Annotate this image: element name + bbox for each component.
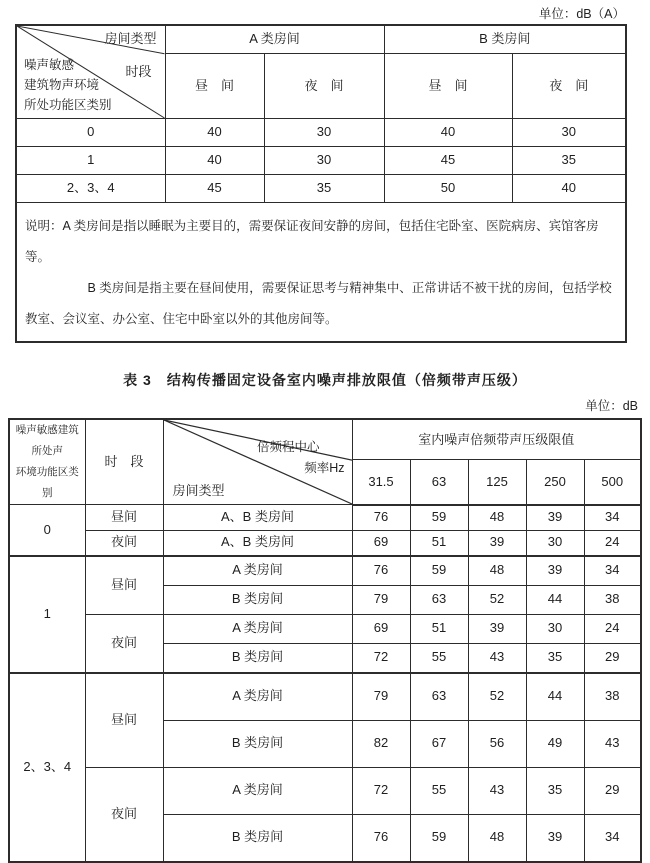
- value-cell: 63: [410, 673, 468, 721]
- value-cell: 48: [468, 814, 526, 862]
- corner-period-label: 时段: [125, 64, 152, 79]
- value-cell: 30: [264, 147, 384, 175]
- room-cell: B 类房间: [163, 814, 352, 862]
- value-cell: 38: [584, 673, 641, 721]
- group-header-room-a: A 类房间: [165, 25, 384, 54]
- value-cell: 48: [468, 505, 526, 531]
- value-cell: 48: [468, 556, 526, 586]
- value-cell: 76: [352, 505, 410, 531]
- span-header-spl-limits: 室内噪声倍频带声压级限值: [352, 419, 641, 460]
- period-cell: 昼间: [85, 556, 163, 615]
- freq-header: 63: [410, 460, 468, 505]
- room-cell: A 类房间: [163, 556, 352, 586]
- corner-category-line: 建筑物声环境: [24, 78, 100, 92]
- value-cell: 55: [410, 643, 468, 673]
- value-cell: 34: [584, 814, 641, 862]
- category-header-line: 环境功能区类别: [15, 466, 79, 499]
- table-row: [9, 673, 641, 721]
- value-cell: 63: [410, 585, 468, 614]
- category-cell: 2、3、4: [16, 175, 165, 203]
- value-cell: 44: [526, 673, 584, 721]
- note-paragraph-b: B 类房间是指主要在昼间使用，需要保证思考与精神集中、正常讲话不被干扰的房间，包括学校教室、会议室、办公室、住宅中卧室以外的其他房间等。: [25, 281, 612, 326]
- room-cell: A、B 类房间: [163, 505, 352, 531]
- corner-category-line: 噪声敏感: [24, 58, 75, 72]
- value-cell: 67: [410, 720, 468, 767]
- value-cell: 59: [410, 814, 468, 862]
- note-row: [16, 203, 626, 343]
- room-cell: A 类房间: [163, 767, 352, 814]
- corner-category-line: 所处功能区类别: [24, 98, 112, 112]
- unit-label-dba: 单位：dB（A）: [538, 7, 625, 21]
- value-cell: 50: [384, 175, 512, 203]
- period-cell: 昼间: [85, 505, 163, 531]
- value-cell: 40: [512, 175, 626, 203]
- category-cell: 1: [16, 147, 165, 175]
- corner-room-type-label: 房间类型: [172, 482, 225, 498]
- subheader-day: 昼 间: [165, 54, 264, 119]
- note-cell: [16, 203, 626, 343]
- table1-corner-header: [16, 25, 165, 119]
- value-cell: 69: [352, 614, 410, 643]
- value-cell: 24: [584, 530, 641, 556]
- value-cell: 34: [584, 556, 641, 586]
- value-cell: 39: [526, 505, 584, 531]
- value-cell: 30: [526, 530, 584, 556]
- room-cell: B 类房间: [163, 585, 352, 614]
- category-cell: 2、3、4: [9, 673, 85, 862]
- value-cell: 59: [410, 505, 468, 531]
- note-paragraph-a: 说明：A 类房间是指以睡眠为主要目的，需要保证夜间安静的房间，包括住宅卧室、医院病房、宾馆客房等。: [25, 219, 599, 264]
- corner-frequency-label: 频率Hz: [304, 461, 345, 475]
- value-cell: 39: [468, 530, 526, 556]
- corner-band-center-label: 倍频程中心: [256, 440, 320, 454]
- value-cell: 40: [165, 147, 264, 175]
- table-octave-band-noise-limits: [8, 418, 642, 863]
- room-cell: A 类房间: [163, 673, 352, 721]
- value-cell: 49: [526, 720, 584, 767]
- period-cell: 夜间: [85, 767, 163, 862]
- value-cell: 45: [384, 147, 512, 175]
- value-cell: 43: [468, 643, 526, 673]
- corner-category-label: [24, 55, 112, 115]
- group-header-room-b: B 类房间: [384, 25, 626, 54]
- value-cell: 72: [352, 643, 410, 673]
- table3-title: 表 3 结构传播固定设备室内噪声排放限值（倍频带声压级）: [123, 372, 527, 388]
- table-row: [9, 614, 641, 643]
- table-row: [16, 119, 626, 147]
- value-cell: 51: [410, 614, 468, 643]
- value-cell: 76: [352, 556, 410, 586]
- value-cell: 59: [410, 556, 468, 586]
- value-cell: 38: [584, 585, 641, 614]
- value-cell: 35: [512, 147, 626, 175]
- freq-header: 250: [526, 460, 584, 505]
- value-cell: 45: [165, 175, 264, 203]
- freq-header: 125: [468, 460, 526, 505]
- table-row: [9, 556, 641, 586]
- period-cell: 昼间: [85, 673, 163, 768]
- freq-header: 31.5: [352, 460, 410, 505]
- value-cell: 40: [384, 119, 512, 147]
- value-cell: 52: [468, 673, 526, 721]
- value-cell: 30: [264, 119, 384, 147]
- value-cell: 51: [410, 530, 468, 556]
- category-cell: 1: [9, 556, 85, 673]
- table-row: [9, 505, 641, 531]
- value-cell: 39: [526, 556, 584, 586]
- freq-header: 500: [584, 460, 641, 505]
- value-cell: 52: [468, 585, 526, 614]
- value-cell: 29: [584, 767, 641, 814]
- subheader-night: 夜 间: [264, 54, 384, 119]
- value-cell: 82: [352, 720, 410, 767]
- room-cell: A、B 类房间: [163, 530, 352, 556]
- value-cell: 35: [526, 767, 584, 814]
- table-indoor-noise-limits-dba: [15, 24, 627, 343]
- room-cell: B 类房间: [163, 720, 352, 767]
- value-cell: 72: [352, 767, 410, 814]
- period-cell: 夜间: [85, 614, 163, 673]
- value-cell: 79: [352, 673, 410, 721]
- subheader-night: 夜 间: [512, 54, 626, 119]
- table-row: [16, 147, 626, 175]
- value-cell: 43: [584, 720, 641, 767]
- value-cell: 34: [584, 505, 641, 531]
- value-cell: 55: [410, 767, 468, 814]
- value-cell: 76: [352, 814, 410, 862]
- table3-category-header: [9, 419, 85, 505]
- value-cell: 56: [468, 720, 526, 767]
- value-cell: 43: [468, 767, 526, 814]
- value-cell: 69: [352, 530, 410, 556]
- category-cell: 0: [9, 505, 85, 556]
- period-cell: 夜间: [85, 530, 163, 556]
- corner-room-type-label: 房间类型: [104, 31, 157, 46]
- value-cell: 39: [468, 614, 526, 643]
- value-cell: 30: [526, 614, 584, 643]
- value-cell: 30: [512, 119, 626, 147]
- category-header-line: 噪声敏感建筑所处声: [15, 424, 79, 457]
- value-cell: 24: [584, 614, 641, 643]
- value-cell: 79: [352, 585, 410, 614]
- subheader-day: 昼 间: [384, 54, 512, 119]
- room-cell: B 类房间: [163, 643, 352, 673]
- table3-period-header: 时 段: [85, 419, 163, 505]
- value-cell: 39: [526, 814, 584, 862]
- table-row: [16, 175, 626, 203]
- value-cell: 35: [526, 643, 584, 673]
- value-cell: 35: [264, 175, 384, 203]
- value-cell: 40: [165, 119, 264, 147]
- room-cell: A 类房间: [163, 614, 352, 643]
- table3-corner-header: [163, 419, 352, 505]
- value-cell: 44: [526, 585, 584, 614]
- unit-label-db: 单位：dB: [585, 399, 638, 413]
- table-row: [9, 530, 641, 556]
- category-cell: 0: [16, 119, 165, 147]
- value-cell: 29: [584, 643, 641, 673]
